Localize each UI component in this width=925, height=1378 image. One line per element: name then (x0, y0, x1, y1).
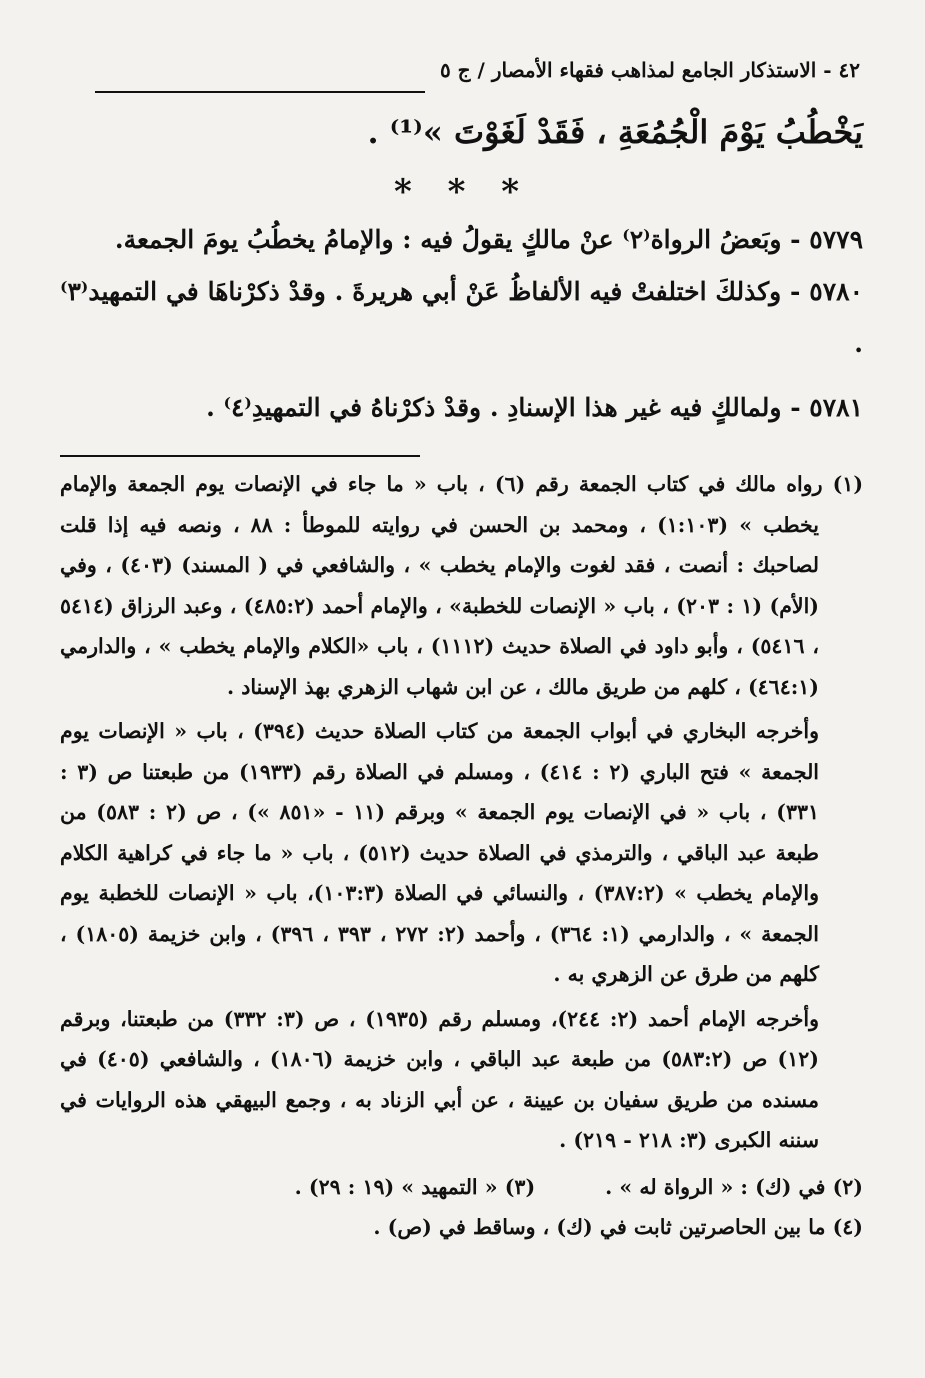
paragraph-5781: ٥٧٨١ - ولمالكٍ فيه غير هذا الإسنادِ . وقدْ ذكرْناهُ في التمهيدِ⁽٤⁾ . (206, 393, 863, 422)
footnote-1-continued-2: وأخرجه الإمام أحمد (٢: ٢٤٤)، ومسلم رقم (١٩٣٥) ، ص (٣: ٣٣٢) من طبعتنا، وبرقم (١٢) ص (٥٨٣:٢) من طبعة عبد الباقي ، وابن خزيمة (١٨٠٦) ، والشافعي (٤٠٥) في مسنده من طريق سفيان بن عيينة ، عن أبي الزناد به ، وجمع البيهقي هذه الروايات في سننه الكبرى (٣: ٢١٨ - ٢١٩) . (60, 1006, 819, 1152)
footnote-4: (٤) ما بين الحاصرتين ثابت في (ك) ، وساقط في (ص) . (373, 1215, 863, 1239)
paragraph-5779: ٥٧٧٩ - وبَعضُ الرواة⁽٢⁾ عنْ مالكٍ يقولُ فيه : والإمامُ يخطُبُ يومَ الجمعة. (114, 225, 863, 254)
paragraph-5780: ٥٧٨٠ - وكذلكَ اختلفتْ فيه الألفاظُ عَنْ أبي هريرةَ . وقدْ ذكرْناهَا في التمهيد⁽٣⁾ . (60, 277, 863, 358)
footnote-3: (٣) « التمهيد » (١٩ : ٢٩) . (294, 1174, 536, 1199)
footnote-2: (٢) في (ك) : « الرواة له » . (605, 1174, 863, 1199)
footnote-rule (60, 455, 420, 457)
hadith-ending: يَخْطُبُ يَوْمَ الْجُمُعَةِ ، فَقَدْ لَغَوْتَ »⁽¹⁾ . (367, 113, 863, 151)
footnotes-2-3-row (60, 1167, 863, 1208)
footnotes (60, 464, 863, 1248)
running-head: ٤٢ - الاستذكار الجامع لمذاهب فقهاء الأمصار / ج ٥ (439, 58, 860, 82)
header-rule (95, 91, 425, 93)
section-separator: * * * (393, 172, 531, 212)
footnote-1-continued: وأخرجه البخاري في أبواب الجمعة من كتاب الصلاة حديث (٣٩٤) ، باب « الإنصات يوم الجمعة » فتح الباري (٢ : ٤١٤) ، ومسلم في الصلاة رقم (١٩٣٣) من طبعتنا ص (٣ : ٣٣١) ، باب « في الإنصات يوم الجمعة » وبرقم (١١ - «٨٥١ ») ، ص (٢ : ٥٨٣) من طبعة عبد الباقي ، والترمذي في الصلاة حديث (٥١٢) ، باب « ما جاء في كراهية الكلام والإمام يخطب » (٣٨٧:٢) ، والنسائي في الصلاة (١٠٣:٣)، باب « الإنصات للخطبة يوم الجمعة » ، والدارمي (١: ٣٦٤) ، وأحمد (٢: ٢٧٢ ، ٣٩٣ ، ٣٩٦) ، وابن خزيمة (١٨٠٥) ، كلهم من طرق عن الزهري به . (60, 719, 820, 986)
page-header (95, 58, 860, 94)
footnote-1: (١) رواه مالك في كتاب الجمعة رقم (٦) ، باب « ما جاء في الإنصات يوم الجمعة والإمام يخطب » (١:١٠٣) ، ومحمد بن الحسن في روايته للموطأ : ٨٨ ، ونصه فيه إذا قلت لصاحبك : أنصت ، فقد لغوت والإمام يخطب » ، والشافعي في ( المسند) (٤٠٣) ، وفي (الأم) (١ : ٢٠٣) ، باب « الإنصات للخطبة» ، والإمام أحمد (٤٨٥:٢) ، وعبد الرزاق (٥٤١٤ ، ٥٤١٦) ، وأبو داود في الصلاة حديث (١١١٢) ، باب «الكلام والإمام يخطب » ، والدارمي (٤٦٤:١) ، كلهم من طريق مالك ، عن ابن شهاب الزهري بهذ الإسناد . (60, 472, 864, 699)
main-text (60, 214, 863, 434)
